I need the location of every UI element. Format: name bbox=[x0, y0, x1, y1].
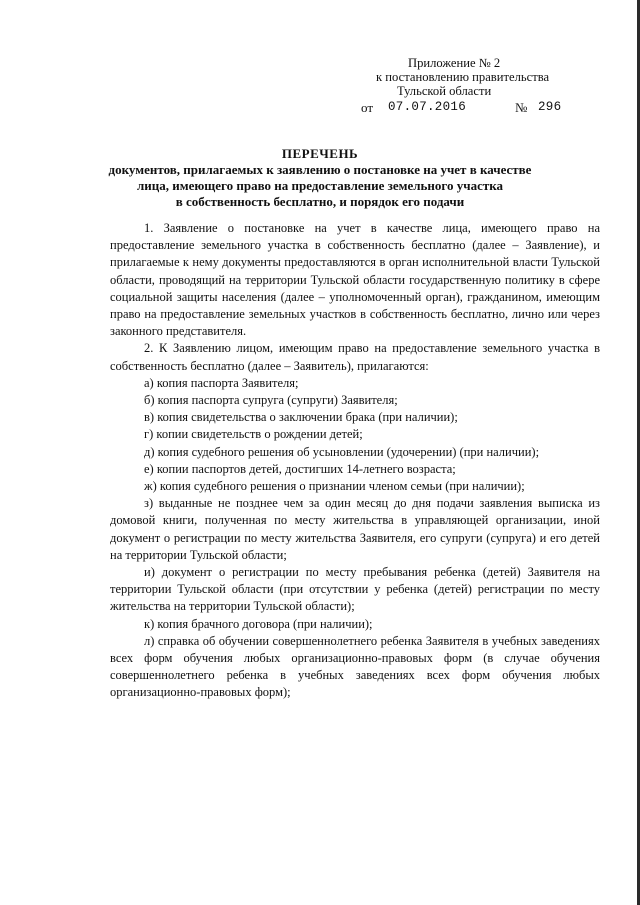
annex-region-line: Тульской области bbox=[397, 84, 492, 98]
list-item-z: з) выданные не позднее чем за один месяц до дня подачи заявления выписка из домовой книги, полученная по месту жительства в управляющей организации, иной документ о регистрации по месту жительства Заявителя, его супруги (супруга) и его детей на территории Тульской области; bbox=[110, 496, 600, 562]
title-line-3: в собственность бесплатно, и порядок его подачи bbox=[175, 194, 465, 209]
list-item-e: е) копии паспортов детей, достигших 14-летнего возраста; bbox=[144, 461, 456, 476]
list-item-k: к) копия брачного договора (при наличии); bbox=[144, 616, 373, 631]
date-prefix: от bbox=[361, 100, 374, 115]
paragraph-1: 1. Заявление о постановке на учет в качестве лица, имеющего право на предоставление земельного участка в собственность бесплатно (далее – Заявление), и прилагаемые к нему документы предоставляются в орган исполнительной власти Тульской области, проводящий на территории Тульской области государственную политику в сфере социальной защиты населения (далее – уполномоченный орган), гражданином, имеющим право на предоставление земельных участков в собственность бесплатно, лично или через законного представителя. bbox=[110, 221, 600, 339]
title-heading: ПЕРЕЧЕНЬ bbox=[281, 146, 359, 161]
list-item-a: а) копия паспорта Заявителя; bbox=[144, 375, 299, 390]
annex-resolution-line: к постановлению правительства bbox=[376, 70, 550, 84]
document-title bbox=[0, 146, 640, 210]
title-line-1: документов, прилагаемых к заявлению о постановке на учет в качестве bbox=[108, 162, 532, 177]
list-item-d: д) копия судебного решения об усыновлении (удочерении) (при наличии); bbox=[144, 444, 540, 459]
list-item-v: в) копия свидетельства о заключении брака (при наличии); bbox=[144, 410, 458, 425]
resolution-number: 296 bbox=[538, 100, 562, 114]
annex-label: Приложение № 2 bbox=[408, 56, 501, 70]
list-item-g: г) копии свидетельств о рождении детей; bbox=[144, 427, 363, 442]
list-item-l: л) справка об обучении совершеннолетнего ребенка Заявителя в учебных заведениях всех форм обучения любых организационно-правовых форм (в случае обучения совершеннолетнего ребенка в учебных заведениях всех форм обучения любых организационно-правовых форм); bbox=[110, 633, 600, 700]
resolution-date: 07.07.2016 bbox=[388, 100, 467, 114]
document-body bbox=[110, 220, 600, 702]
paragraph-2: 2. К Заявлению лицом, имеющим право на предоставление земельного участка в собственность бесплатно (далее – Заявитель), прилагаются: bbox=[110, 341, 600, 373]
number-sign: № bbox=[515, 100, 528, 115]
list-item-i: и) документ о регистрации по месту пребывания ребенка (детей) Заявителя на территории Тульской области (при отсутствии у ребенка (детей) регистрации по месту жительства на территории Тульской области); bbox=[110, 565, 600, 614]
date-number-line bbox=[361, 100, 581, 116]
annex-block bbox=[376, 56, 596, 98]
list-item-b: б) копия паспорта супруга (супруги) Заявителя; bbox=[144, 393, 398, 408]
title-line-2: лица, имеющего право на предоставление земельного участка bbox=[136, 178, 504, 193]
list-item-zh: ж) копия судебного решения о признании членом семьи (при наличии); bbox=[144, 479, 525, 494]
